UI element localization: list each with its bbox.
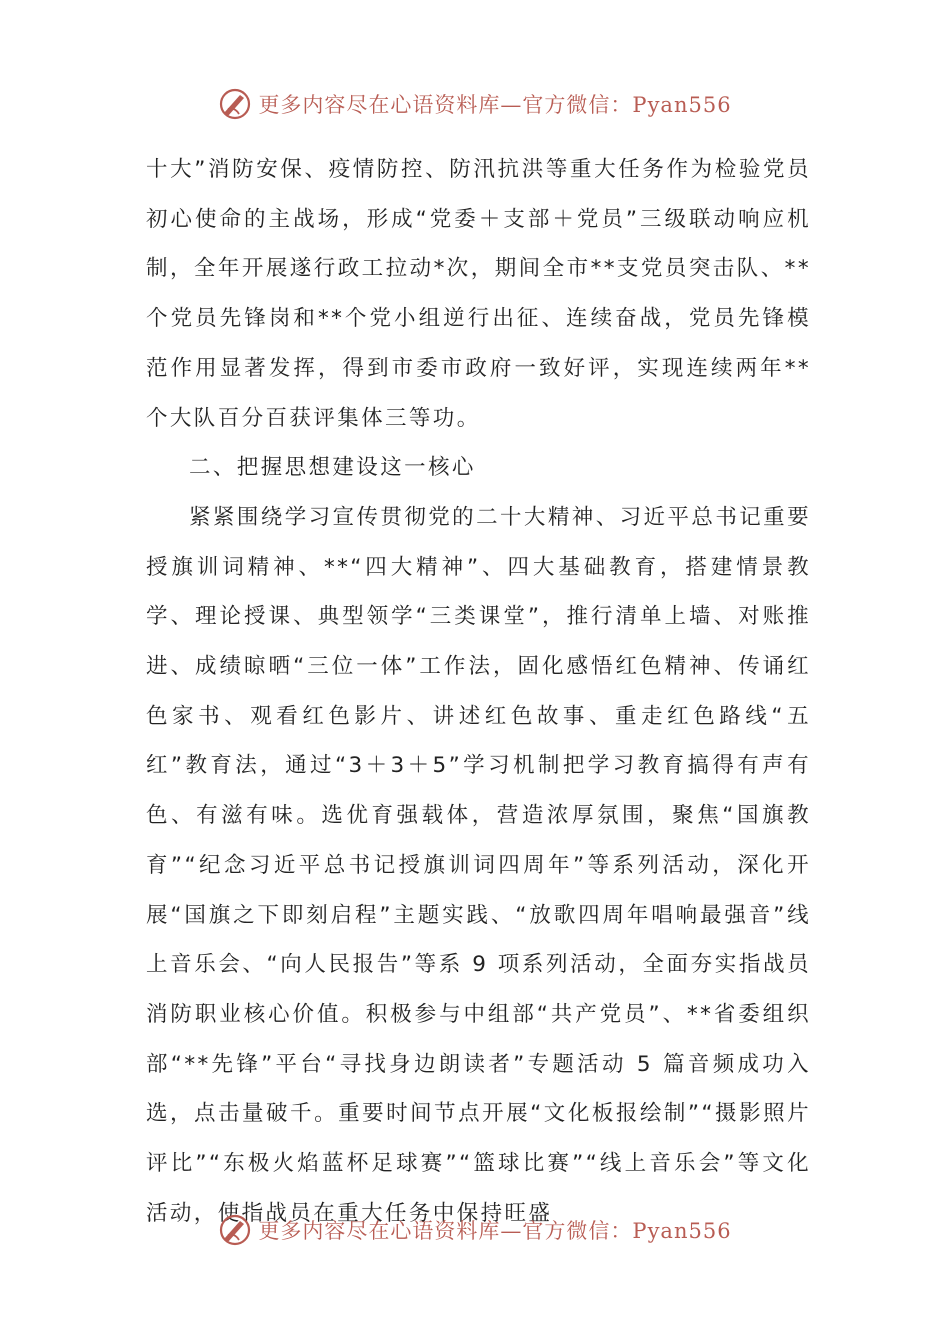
- paragraph-continued: 十大”消防安保、疫情防控、防汛抗洪等重大任务作为检验党员初心使命的主战场，形成“党委＋支部＋党员”三级联动响应机制，全年开展遂行政工拉动*次，期间全市**支党员突击队、**个党员先锋岗和**个党小组逆行出征、连续奋战，党员先锋模范作用显著发挥，得到市委市政府一致好评，实现连续两年**个大队百分百获评集体三等功。: [146, 157, 811, 431]
- header-banner: [0, 84, 950, 124]
- footer-banner: [0, 1210, 950, 1250]
- pen-logo-icon: [218, 87, 252, 121]
- section-heading: 二、把握思想建设这一核心: [189, 455, 476, 481]
- footer-banner-text: 更多内容尽在心语资料库—官方微信：Pyan556: [258, 1219, 732, 1243]
- document-body: [146, 145, 811, 1238]
- pen-logo-icon: [218, 1213, 252, 1247]
- paragraph: 紧紧围绕学习宣传贯彻党的二十大精神、习近平总书记重要授旗训词精神、**“四大精神”、四大基础教育，搭建情景教学、理论授课、典型领学“三类课堂”，推行清单上墙、对账推进、成绩晾晒“三位一体”工作法，固化感悟红色精神、传诵红色家书、观看红色影片、讲述红色故事、重走红色路线“五红”教育法，通过“3＋3＋5”学习机制把学习教育搞得有声有色、有滋有味。选优育强载体，营造浓厚氛围，聚焦“国旗教育”“纪念习近平总书记授旗训词四周年”等系列活动，深化开展“国旗之下即刻启程”主题实践、“放歌四周年唱响最强音”线上音乐会、“向人民报告”等系 9 项系列活动，全面夯实指战员消防职业核心价值。积极参与中组部“共产党员”、**省委组织部“**先锋”平台“寻找身边朗读者”专题活动 5 篇音频成功入选，点击量破千。重要时间节点开展“文化板报绘制”“摄影照片评比”“东极火焰蓝杯足球赛”“篮球比赛”“线上音乐会”等文化活动，使指战员在重大任务中保持旺盛: [146, 504, 811, 1226]
- header-banner-text: 更多内容尽在心语资料库—官方微信：Pyan556: [258, 93, 732, 117]
